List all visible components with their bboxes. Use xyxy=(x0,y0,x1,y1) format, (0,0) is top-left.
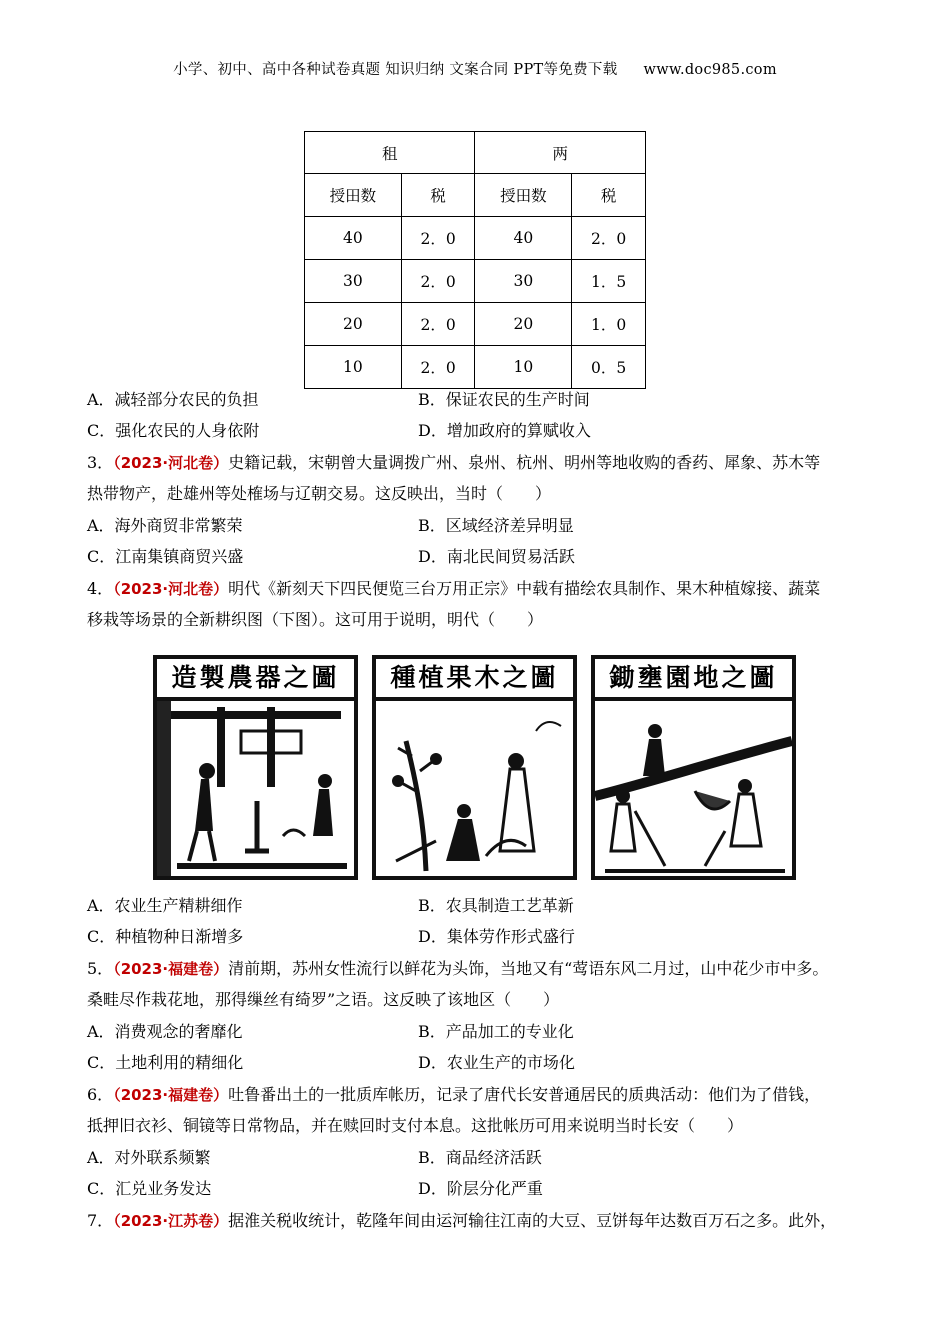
q6-stem-line1 xyxy=(87,1084,820,1106)
q3-stem-line2: 热带物产，赴雄州等处榷场与辽朝交易。这反映出，当时（ ） xyxy=(87,484,552,503)
table-cell: 0．5 xyxy=(572,346,646,389)
table-group-header: 两 xyxy=(475,132,646,174)
q5-text: 清前期，苏州女性流行以鲜花为头饰，当地又有“莺语东风二月过，山中花少市中多。 xyxy=(228,959,829,978)
q7-stem-line1 xyxy=(87,1210,836,1232)
woodcut-panel-hoeing xyxy=(591,655,796,880)
table-group-header: 租 xyxy=(305,132,475,174)
q3-number: 3． xyxy=(87,453,114,472)
table-cell: 2．0 xyxy=(572,217,646,260)
table-row xyxy=(305,217,646,260)
table-cell: 2．0 xyxy=(401,303,475,346)
q4-option-a[interactable]: A．农业生产精耕细作 xyxy=(87,896,243,915)
table-row xyxy=(305,260,646,303)
farming-woodcut-figure xyxy=(153,655,796,880)
page-header xyxy=(0,58,950,79)
woodcut-illustration xyxy=(157,701,354,876)
q6-option-d[interactable]: D．阶层分化严重 xyxy=(418,1179,543,1198)
q2-option-a[interactable]: A．减轻部分农民的负担 xyxy=(87,390,259,409)
q6-option-b[interactable]: B．商品经济活跃 xyxy=(418,1148,542,1167)
table-subheader: 税 xyxy=(572,174,646,217)
q6-option-c[interactable]: C．汇兑业务发达 xyxy=(87,1179,212,1198)
table-cell: 10 xyxy=(305,346,402,389)
q3-stem-line1 xyxy=(87,452,820,474)
q7-source-tag: （2023·江苏卷） xyxy=(113,1212,229,1230)
table-cell: 30 xyxy=(475,260,572,303)
table-cell: 30 xyxy=(305,260,402,303)
q7-number: 7． xyxy=(87,1211,114,1230)
table-subheader: 税 xyxy=(401,174,475,217)
woodcut-illustration xyxy=(595,701,792,876)
q2-option-c[interactable]: C．强化农民的人身依附 xyxy=(87,421,260,440)
q3-text: 史籍记载，宋朝曾大量调拨广州、泉州、杭州、明州等地收购的香药、犀象、苏木等 xyxy=(228,453,821,472)
q5-stem-line2: 桑畦尽作栽花地，那得缫丝有绮罗”之语。这反映了该地区（ ） xyxy=(87,990,560,1009)
header-url[interactable]: www.doc985.com xyxy=(643,62,777,78)
table-cell: 10 xyxy=(475,346,572,389)
q6-text: 吐鲁番出土的一批质库帐历，记录了唐代长安普通居民的质典活动：他们为了借钱， xyxy=(228,1085,821,1104)
table-subheader: 授田数 xyxy=(305,174,402,217)
q5-option-c[interactable]: C．土地利用的精细化 xyxy=(87,1053,244,1072)
q5-option-d[interactable]: D．农业生产的市场化 xyxy=(418,1053,575,1072)
q3-source-tag: （2023·河北卷） xyxy=(113,454,229,472)
woodcut-illustration xyxy=(376,701,573,876)
q6-number: 6． xyxy=(87,1085,114,1104)
q3-option-d[interactable]: D．南北民间贸易活跃 xyxy=(418,547,575,566)
table-cell: 20 xyxy=(475,303,572,346)
q6-stem-line2: 抵押旧衣衫、铜镜等日常物品，并在赎回时支付本息。这批帐历可用来说明当时长安（ ） xyxy=(87,1116,744,1135)
q3-option-b[interactable]: B．区域经济差异明显 xyxy=(418,516,574,535)
table-cell: 40 xyxy=(305,217,402,260)
table-row xyxy=(305,346,646,389)
table-cell: 2．0 xyxy=(401,260,475,303)
woodcut-panel-tools xyxy=(153,655,358,880)
q4-number: 4． xyxy=(87,579,114,598)
q6-option-a[interactable]: A．对外联系频繁 xyxy=(87,1148,211,1167)
q6-source-tag: （2023·福建卷） xyxy=(113,1086,229,1104)
woodcut-title: 種植果木之圖 xyxy=(376,659,573,701)
q4-stem-line1 xyxy=(87,578,820,600)
tax-table xyxy=(304,131,646,389)
q3-option-c[interactable]: C．江南集镇商贸兴盛 xyxy=(87,547,244,566)
q4-option-d[interactable]: D．集体劳作形式盛行 xyxy=(418,927,575,946)
q5-source-tag: （2023·福建卷） xyxy=(113,960,229,978)
table-cell: 2．0 xyxy=(401,346,475,389)
q5-number: 5． xyxy=(87,959,114,978)
q5-option-a[interactable]: A．消费观念的奢靡化 xyxy=(87,1022,243,1041)
table-cell: 1．0 xyxy=(572,303,646,346)
q4-text: 明代《新刻天下四民便览三台万用正宗》中载有描绘农具制作、果木种植嫁接、蔬菜 xyxy=(228,579,821,598)
woodcut-panel-fruit-trees xyxy=(372,655,577,880)
q4-option-c[interactable]: C．种植物种日渐增多 xyxy=(87,927,244,946)
table-cell: 20 xyxy=(305,303,402,346)
woodcut-title: 鋤壅園地之圖 xyxy=(595,659,792,701)
q2-option-b[interactable]: B．保证农民的生产时间 xyxy=(418,390,590,409)
q5-stem-line1 xyxy=(87,958,828,980)
table-cell: 2．0 xyxy=(401,217,475,260)
q7-text: 据淮关税收统计，乾隆年间由运河输往江南的大豆、豆饼每年达数百万石之多。此外， xyxy=(228,1211,837,1230)
q4-source-tag: （2023·河北卷） xyxy=(113,580,229,598)
q4-stem-line2: 移栽等场景的全新耕织图（下图）。这可用于说明，明代（ ） xyxy=(87,610,544,629)
table-subheader: 授田数 xyxy=(475,174,572,217)
q2-option-d[interactable]: D．增加政府的算赋收入 xyxy=(418,421,591,440)
q3-option-a[interactable]: A．海外商贸非常繁荣 xyxy=(87,516,243,535)
q4-option-b[interactable]: B．农具制造工艺革新 xyxy=(418,896,574,915)
table-row xyxy=(305,303,646,346)
woodcut-title: 造製農器之圖 xyxy=(157,659,354,701)
table-cell: 40 xyxy=(475,217,572,260)
q5-option-b[interactable]: B．产品加工的专业化 xyxy=(418,1022,574,1041)
header-text: 小学、初中、高中各种试卷真题 知识归纳 文案合同 PPT等免费下载 xyxy=(173,62,618,78)
table-cell: 1．5 xyxy=(572,260,646,303)
